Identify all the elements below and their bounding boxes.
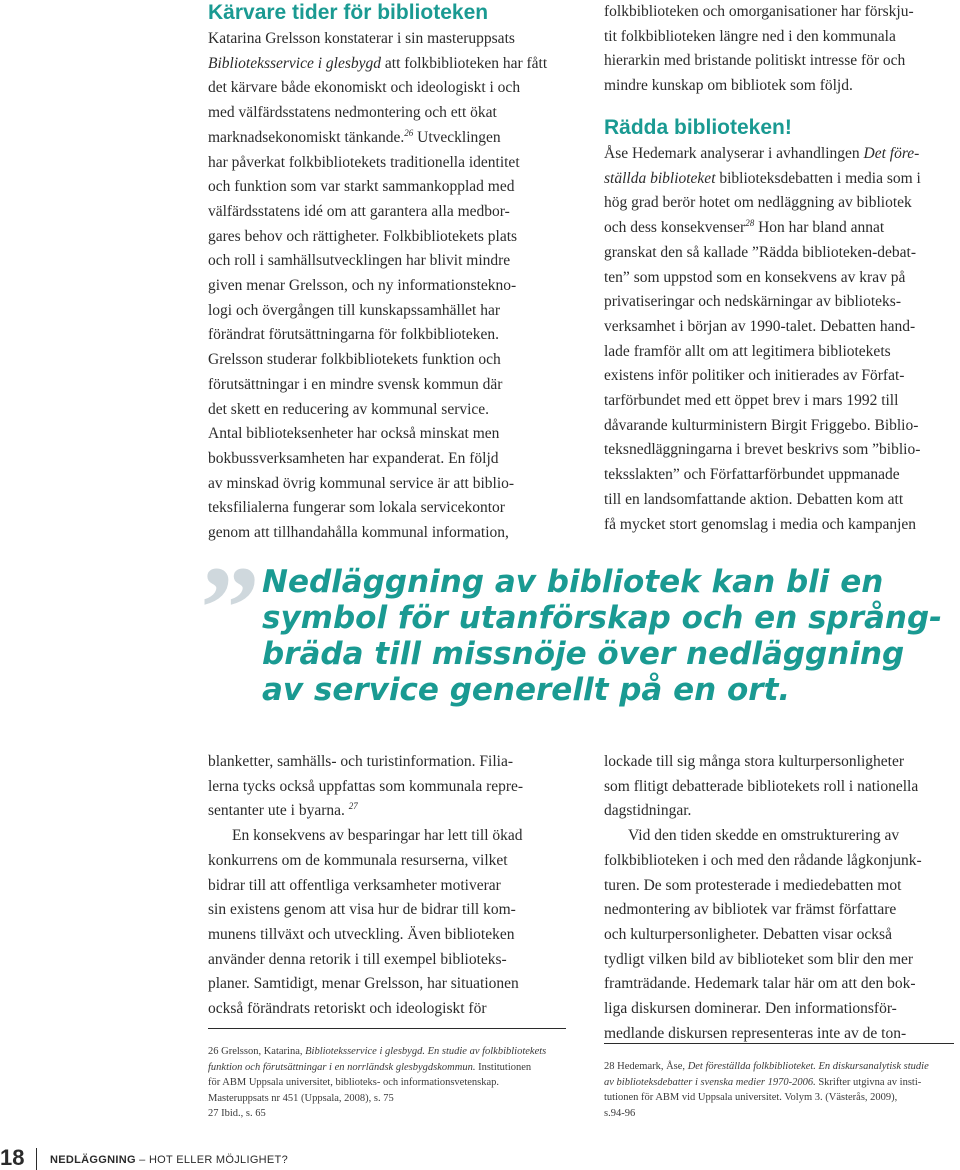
text-line (208, 52, 547, 77)
text-line: av minskad övrig kommunal service är att biblio- (208, 474, 515, 492)
text-line: teksnedläggningarna i brevet beskrivs som ”biblio- (604, 441, 921, 459)
text-line: lockade till sig många stora kulturpersonligheter (604, 753, 905, 770)
text-fragment: Utvecklingen (413, 128, 501, 146)
pull-quote (262, 564, 942, 708)
text-fragment: och dess konsekvenser (604, 219, 746, 237)
text-fragment: Åse Hedemark analyserar i avhandlingen (604, 145, 864, 162)
body-text-block (208, 750, 568, 1022)
text-line: genom att tillhandahålla kommunal information, (208, 524, 509, 542)
text-line: det kärvare både ekonomiskt och ideologiskt i och (208, 79, 521, 97)
text-line: bidrar till att offentliga verksamheter motiverar (208, 876, 501, 894)
footnote-line: 27 Ibid., s. 65 (208, 1108, 266, 1119)
text-line: och funktion som var starkt sammankopplad med (208, 178, 515, 196)
footnote-block (604, 1059, 954, 1121)
text-line: gares behov och rättigheter. Folkbibliotekets plats (208, 227, 518, 245)
text-line: Antal biblioteksenheter har också minskat men (208, 425, 500, 443)
dissertation-title: ställda biblioteket (604, 169, 716, 187)
footnote-divider (604, 1043, 954, 1044)
text-line: bokbussverksamheten har expanderat. En följd (208, 449, 499, 467)
pull-quote-line: av service generellt på en ort. (262, 672, 791, 708)
footnote-ref-27: 27 (348, 801, 358, 812)
thesis-title: Biblioteksservice i glesbygd (208, 54, 382, 72)
text-line: existens inför politiker och initierades av Förfat- (604, 367, 905, 385)
text-fragment: att folkbiblioteken har fått (381, 54, 548, 72)
text-line: välfärdsstatens idé om att garantera alla medbor- (208, 202, 510, 220)
text-line: liga diskursen dominerar. Den informationsför- (604, 1000, 897, 1018)
footnotes-left (208, 1044, 568, 1122)
footnote-line: för ABM Uppsala universitet, biblioteks- och informationsvetenskap. (208, 1077, 500, 1088)
footnotes-right (604, 1059, 954, 1121)
text-line (604, 216, 921, 241)
text-fragment: Hon har bland annat (754, 219, 885, 237)
footnote-block (208, 1044, 568, 1122)
pull-quote-line: Nedläggning av bibliotek kan bli en (262, 564, 884, 600)
text-line: förutsättningar i en mindre svensk kommun där (208, 375, 503, 393)
text-line: logi och övergången till kunskapssamhället har (208, 301, 500, 319)
section-heading-radda: Rädda biblioteken! (604, 116, 792, 139)
text-line: blanketter, samhälls- och turistinformation. Filia- (208, 753, 514, 770)
text-line: dåvarande kulturministern Birgit Friggebo. Biblio- (604, 416, 919, 434)
text-line: mindre kunskap om bibliotek som följd. (604, 77, 853, 95)
body-text-block (208, 27, 547, 546)
text-line: det skett en reducering av kommunal service. (208, 400, 490, 418)
text-line: och roll i samhällsutvecklingen har blivit mindre (208, 252, 511, 270)
text-line: lerna tycks också uppfattas som kommunala repre- (208, 777, 524, 795)
body-text-block (604, 142, 921, 537)
section-heading-karvare: Kärvare tider för biblioteken (208, 1, 489, 24)
text-line: nedmontering av bibliotek var främst författare (604, 901, 897, 919)
text-line: som flitigt debatterade bibliotekets roll i nationella (604, 777, 919, 795)
text-line: sin existens genom att visa hur de bidrar till kom- (208, 901, 516, 919)
text-line: dagstidningar. (604, 802, 692, 820)
text-line: verksamhet i början av 1990-talet. Debatten hand- (604, 317, 916, 335)
text-line (604, 142, 921, 167)
text-line: lade framför allt om att legitimera bibliotekets (604, 342, 891, 360)
pull-quote-line: bräda till missnöje över nedläggning (262, 636, 905, 672)
footnote-divider (208, 1028, 566, 1029)
text-line: använder denna retorik i till exempel biblioteks- (208, 950, 507, 968)
text-line: granskat den så kallade ”Rädda biblioteken-debat- (604, 243, 917, 261)
text-line: hierarkin med bristande politiskt intresse för och (604, 52, 906, 70)
text-line: given menar Grelsson, och ny informationsteknо- (208, 277, 517, 295)
text-line: planer. Samtidigt, menar Grelsson, har situationen (208, 975, 519, 993)
footnote-line (604, 1059, 954, 1075)
footnote-line (208, 1044, 568, 1060)
page-number: 18 (0, 1145, 25, 1170)
text-line: folkbiblioteken och omorganisationer har förskju- (604, 3, 914, 20)
citation-title: funktion och förutsättningar i en norrländsk glesbygdskommun. (208, 1061, 476, 1073)
text-line: hög grad berör hotet om nedläggning av bibliotek (604, 194, 912, 212)
lower-left-column (208, 750, 568, 1022)
body-text-block (604, 750, 954, 1046)
text-line: också förändrats retoriskt och ideologiskt för (208, 1000, 487, 1018)
footnote-line: tutionen för ABM vid Uppsala universitet. Volym 3. (Västerås, 2009), (604, 1092, 898, 1103)
text-line (604, 167, 921, 192)
text-line: Vid den tiden skedde en omstrukturering av (628, 827, 900, 845)
body-text-block (604, 0, 914, 99)
text-line: med välfärdsstatens nedmontering och ett ökat (208, 104, 497, 122)
footnote-line (604, 1075, 954, 1091)
text-fragment: 28 Hedemark, Åse, (604, 1061, 688, 1072)
text-line: förändrat förutsättningarna för folkbiblioteken. (208, 326, 499, 344)
footnote-ref-28: 28 (745, 218, 755, 229)
text-line: teksslakten” och Författarförbundet uppmanade (604, 466, 900, 484)
text-fragment: marknadsekonomiskt tänkande. (208, 128, 405, 146)
dissertation-title: Det före- (863, 145, 920, 162)
text-line: har påverkat folkbibliotekets traditionella identitet (208, 153, 520, 171)
text-line: till en landsomfattande aktion. Debatten kom att (604, 490, 904, 508)
text-fragment: biblioteksdebatten i media som i (715, 169, 921, 187)
citation-title: Det föreställda folkbiblioteket. En diskursanalytisk studie (687, 1061, 929, 1072)
text-line: folkbiblioteken i och med den rådande lågkonjunk- (604, 851, 922, 869)
text-line: och kulturpersonligheter. Debatten visar också (604, 925, 892, 943)
text-line: teksfilialerna fungerar som lokala servicekontor (208, 499, 505, 517)
footnote-line: s.94-96 (604, 1107, 636, 1119)
text-line: tit folkbiblioteken längre ned i den kommunala (604, 27, 896, 45)
text-fragment: 26 Grelsson, Katarina, (208, 1046, 306, 1057)
page-number-divider (36, 1148, 37, 1170)
running-footer-bold: NEDLÄGGNING (50, 1154, 136, 1166)
citation-title: Biblioteksservice i glesbygd. En studie av folkbibliotekets (305, 1046, 547, 1057)
text-line: medlande diskursen representeras inte av de ton- (604, 1024, 907, 1042)
running-footer-rest: – HOT ELLER MÖJLIGHET? (135, 1154, 288, 1166)
text-fragment: sentanter ute i byarna. (208, 802, 349, 820)
text-line: Grelsson studerar folkbibliotekets funktion och (208, 351, 501, 369)
text-line (208, 799, 568, 824)
quote-mark-icon: ” (200, 541, 260, 674)
footnote-line: Masteruppsats nr 451 (Uppsala, 2008), s. 75 (208, 1092, 394, 1104)
citation-title: av biblioteksdebatter i svenska medier 1970-2006. (604, 1076, 816, 1088)
text-line: privatiseringar och nedskärningar av biblioteks- (604, 293, 901, 311)
lower-right-column (604, 750, 954, 1046)
text-line: få mycket stort genomslag i media och kampanjen (604, 515, 917, 533)
running-footer (50, 1154, 288, 1166)
text-line: En konsekvens av besparingar har lett till ökad (232, 827, 523, 845)
footnote-ref-26: 26 (404, 127, 414, 138)
text-line: turen. De som protesterade i mediedebatten mot (604, 876, 902, 894)
text-fragment: Skrifter utgivna av insti- (815, 1076, 922, 1088)
pull-quote-line: symbol för utanförskap och en språng- (262, 600, 943, 636)
text-line: tydligt vilken bild av biblioteket som blir den mer (604, 950, 914, 968)
footnote-line (208, 1060, 568, 1076)
text-line: ten” som uppstod som en konsekvens av krav på (604, 268, 906, 286)
text-line (208, 126, 547, 151)
text-line: konkurrens om de kommunala resurserna, vilket (208, 851, 508, 869)
text-line: munens tillväxt och utveckling. Även biblioteken (208, 925, 515, 943)
text-line: tarförbundet med ett öppet brev i mars 1992 till (604, 392, 899, 410)
text-line: framträdande. Hedemark talar här om att den bok- (604, 975, 916, 993)
text-line: Katarina Grelsson konstaterar i sin masteruppsats (208, 30, 515, 47)
text-fragment: Institutionen (475, 1061, 532, 1073)
